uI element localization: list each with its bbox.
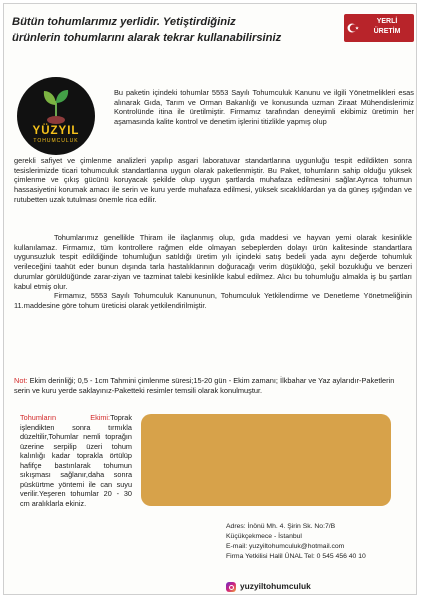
turkish-flag-icon [346,16,360,40]
contact-person-line: Firma Yetkilisi Halil ÜNAL Tel: 0 545 456 40 10 [226,553,366,560]
note-label: Not: [14,376,28,385]
instagram-icon [226,582,236,592]
headline-line-2: ürünlerin tohumlarını alarak tekrar kullanabilirsiniz [12,32,282,44]
paragraph-1: Bu paketin içindeki tohumlar 5553 Sayılı Tohumculuk Kanunu ve ilgili Yönetmelikleri esas alınarak Gıda, Tarım ve Orman Bakanlığı ve konusunda uzman Ziraat Mühendislerimiz Kontrolünde itina ile üretilmiştir. Firmamız tarafından deneyimli ekibimiz üretimin her aşamasında kalite kontrol ve denetim işlerini titizlikle yapmış olup [114,88,414,127]
badge-text [362,17,412,37]
contact-info [226,522,416,562]
brand-logo [17,77,95,155]
brand-subtitle: TOHUMCULUK [33,138,79,144]
paragraph-3-4 [14,233,412,311]
note-text: Ekim derinliği; 0,5 - 1cm Tahmini çimlenme süresi;15-20 gün - Ekim zamanı; İlkbahar ve Yaz aylarıdır-Paketlerin serin ve kuru yerde saklayınız-Paketteki resimler temsili olarak konulmuştur. [14,376,395,395]
color-swatch [141,414,391,506]
badge-line-2: ÜRETİM [373,28,401,35]
paragraph-2: gerekli safiyet ve çimlenme analizleri yapılıp asgari laboratuvar standartlarına uygunluğu tespit edildikten sonra tesislerimizde ticari tohumculuk standartlarına uygun olarak paketlenmiştir. Bu Paket, tohumların sahip olduğu yüksek çimlenme ve çıkış gücünü koruyacak şekilde olup uygun şartlarda muhafaza edilmesini sağlar.Ayrıca tohumun hassasiyetini korumak amacı ile serin ve kuru yerde muhafaza edilmesi, yüksek sıcaklıklardan ya da güneş ışığından ve rutubetten uzak tutulması önemle rica edilir. [14,156,412,204]
email-line: E-mail: yuzyiltohumculuk@hotmail.com [226,543,345,550]
headline [12,14,332,46]
local-production-badge [344,14,414,42]
planting-label: Tohumların Ekimi: [20,413,111,422]
plant-sprout-icon [39,87,73,125]
seed-packet-back [3,3,417,595]
instagram-link[interactable] [226,582,416,594]
planting-text: Toprak işlendikten sonra tırmıkla düzeltilir,Tohumlar nemli toprağın üzerine serpilip üzeri tohum kalınlığı kadar toprakla örtülüp hafifçe bastırılarak tohumun sıkışması sağlanır,daha sonra püskürtme yöntemi ile can suyu verilir.Yeşeren tohumlar 20 - 30 cm aralıklarla ekiniz. [20,413,132,508]
address-city: Küçükçekmece - İstanbul [226,533,302,540]
headline-line-1: Bütün tohumlarımız yerlidir. Yetiştirdiğiniz [12,16,236,28]
planting-instructions [20,413,132,508]
paragraph-4: Firmamız, 5553 Sayılı Tohumculuk Kanununun, Tohumculuk Yetkilendirme ve Denetleme Yönetmeliğinin 11.maddesine göre tohum üreticisi olarak yetkilendirilmiştir. [14,291,412,310]
note [14,376,412,395]
paragraph-3: Tohumlarımız genellikle Thiram ile ilaçlanmış olup, gıda maddesi ve hayvan yemi olarak kesinlikle kullanılamaz. Firmamız, tüm kontrollere rağmen elde olmayan sebeplerden dolayı ürün kalitesinde standartlara uygunsuzluk tespit edildiğinde tohumluğun satıldığı üretim yılı içindeki satış bedeli yada aynı değerde tohumluk verileceğini taahüt eder bunun dışında tarla hastalıklarının doğuracağı verim düşüklüğü, şekil bozukluğu ve benzeri durumlar görüldüğünde zarar-ziyan ve tazminat talebi kesinlikle kabul edilmez. Alıcı bu tohumluğu almakla iş bu şartları kabul etmiş olur. [14,233,412,291]
brand-name: YÜZYIL [32,125,80,137]
instagram-handle: yuzyiltohumculuk [240,581,311,591]
address-line: Adres: İnönü Mh. 4. Şirin Sk. No:7/B [226,523,336,530]
badge-line-1: YERLİ [376,18,398,25]
